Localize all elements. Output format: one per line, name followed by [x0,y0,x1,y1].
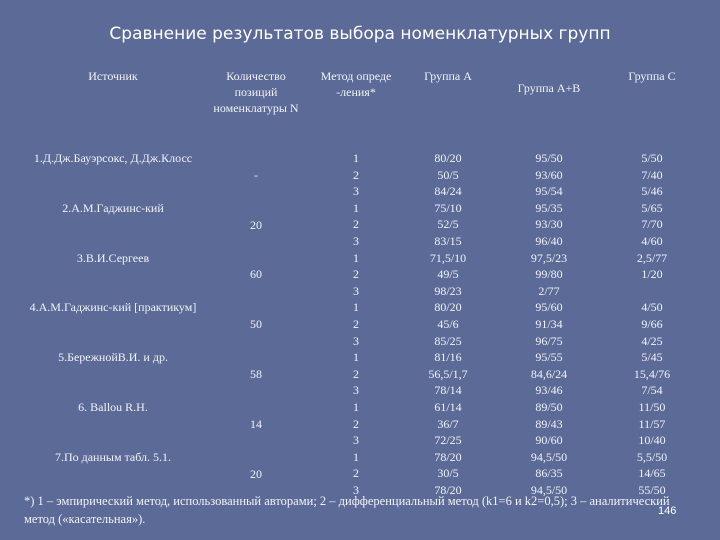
header-count: Количество позиций номенклатуры N [213,69,299,115]
group-c-cell: 5/45 [641,350,663,365]
header-method: Метод опреде -ления* [320,69,392,99]
group-a-cell: 50/5 [437,167,459,182]
group-a-cell: 84/24 [434,184,462,199]
group-ab-cell: 93/46 [535,383,563,398]
group-ab-cell: 84,6/24 [530,366,568,381]
source-cell: 5.БережнойВ.И. и др. [58,350,168,365]
group-c-cell: 11/57 [638,416,666,431]
group-a-cell: 98/23 [434,283,462,298]
group-c-cell: 14/65 [638,466,666,481]
table-row [24,299,700,316]
table-row [24,200,700,217]
group-c-cell: 4/60 [641,233,663,248]
source-cell: 6. Ballou R.H. [78,399,148,414]
header-group-ab: Группа А+В [517,81,581,95]
group-ab-cell: 95/50 [535,151,563,165]
group-ab-cell: 94,5/50 [530,449,568,464]
method-cell: 3 [353,333,359,348]
count-cell: 20 [250,217,262,232]
group-c-cell: 9/66 [641,316,663,331]
table-row [24,399,700,416]
group-a-cell: 52/5 [437,217,459,232]
group-ab-cell: 95/60 [535,300,563,315]
group-a-cell: 36/7 [437,416,459,431]
method-cell: 3 [353,482,359,497]
count-cell: 58 [250,367,262,382]
group-c-cell: 5/65 [641,200,663,215]
method-cell: 3 [353,283,359,298]
comparison-table [24,68,700,498]
source-cell: 4.А.М.Гаджинс-кий [практикум] [29,300,197,315]
method-cell: 1 [353,449,359,464]
method-cell: 3 [353,383,359,398]
group-a-cell: 80/20 [434,300,462,315]
count-cell: 50 [250,317,262,332]
group-a-cell: 56,5/1,7 [428,366,468,381]
group-a-cell: 30/5 [437,466,459,481]
group-ab-cell: 93/30 [535,217,563,232]
method-cell: 2 [353,267,359,282]
table-row [24,349,700,366]
group-a-cell: 83/15 [434,233,462,248]
group-c-cell: 2,5/77 [636,250,668,265]
count-cell: - [254,167,258,182]
group-c-cell: 4/25 [641,333,663,348]
group-c-cell [604,283,700,300]
group-ab-cell: 99/80 [535,267,563,282]
group-ab-cell: 95/55 [535,350,563,365]
group-a-cell: 85/25 [434,333,462,348]
method-cell: 3 [353,184,359,199]
group-a-cell: 75/10 [434,200,462,215]
group-c-cell: 15,4/76 [633,366,671,381]
method-cell: 2 [353,167,359,182]
method-cell: 1 [353,300,359,315]
group-a-cell: 78/20 [434,482,462,497]
group-ab-cell: 90/60 [535,433,563,448]
count-cell: 60 [250,267,262,282]
footnote [24,492,677,528]
group-c-cell: 55/50 [638,482,666,497]
group-c-cell: 4/50 [641,300,663,315]
group-ab-cell: 96/75 [535,333,563,348]
method-cell: 1 [353,350,359,365]
method-cell: 1 [353,151,359,165]
group-c-cell: 11/50 [638,399,666,414]
group-c-cell: 5,5/50 [636,449,668,464]
group-ab-cell: 91/34 [535,316,563,331]
table-row [24,150,700,167]
group-a-cell: 80/20 [434,151,462,165]
header-source: Источник [88,69,138,83]
group-ab-cell: 89/43 [535,416,563,431]
group-c-cell: 7/70 [641,217,663,232]
source-cell: 1.Д.Дж.Бауэрсокс, Д.Дж.Клосс [33,151,193,165]
group-ab-cell: 95/54 [535,184,563,199]
source-cell: 7.По данным табл. 5.1. [54,449,172,464]
group-ab-cell: 94,5/50 [530,482,568,497]
group-ab-cell: 97,5/23 [530,250,568,265]
group-a-cell: 45/6 [437,316,459,331]
group-a-cell: 81/16 [434,350,462,365]
group-c-cell: 1/20 [641,267,663,282]
page-number: 146 [658,505,677,517]
table-header-row [24,68,700,150]
group-a-cell: 72/25 [434,433,462,448]
method-cell: 2 [353,416,359,431]
method-cell: 2 [353,466,359,481]
method-cell: 2 [353,366,359,381]
footnote-text: *) 1 – эмпирический метод, использованный авторами; 2 – дифференциальный метод (k1=6 и k2=0,5); 3 – аналитический метод («касательная»). [24,494,670,526]
count-cell: 20 [250,466,262,481]
group-ab-cell: 95/35 [535,200,563,215]
header-group-c: Группа С [628,69,676,83]
group-ab-cell: 2/77 [538,283,560,298]
group-a-cell: 49/5 [437,267,459,282]
source-cell: 3.В.И.Сергеев [76,250,150,265]
group-a-cell: 78/20 [434,449,462,464]
table-row [24,250,700,267]
method-cell: 2 [353,316,359,331]
group-a-cell: 78/14 [434,383,462,398]
group-ab-cell: 86/35 [535,466,563,481]
group-c-cell: 5/50 [641,151,663,165]
count-cell: 14 [250,416,262,431]
method-cell: 1 [353,250,359,265]
group-c-cell: 7/54 [641,383,663,398]
header-group-a: Группа А [424,69,472,83]
page-title: Сравнение результатов выбора номенклатурных групп [109,24,611,44]
group-c-cell: 10/40 [638,433,666,448]
group-c-cell: 7/40 [641,167,663,182]
group-ab-cell: 89/50 [535,399,563,414]
method-cell: 1 [353,200,359,215]
table-row [24,449,700,466]
source-cell: 2.А.М.Гаджинс-кий [62,200,164,215]
group-a-cell: 71,5/10 [429,250,467,265]
method-cell: 1 [353,399,359,414]
method-cell: 3 [353,233,359,248]
group-c-cell: 5/46 [641,184,663,199]
group-ab-cell: 96/40 [535,233,563,248]
method-cell: 2 [353,217,359,232]
group-ab-cell: 93/60 [535,167,563,182]
group-a-cell: 61/14 [434,399,462,414]
method-cell: 3 [353,433,359,448]
